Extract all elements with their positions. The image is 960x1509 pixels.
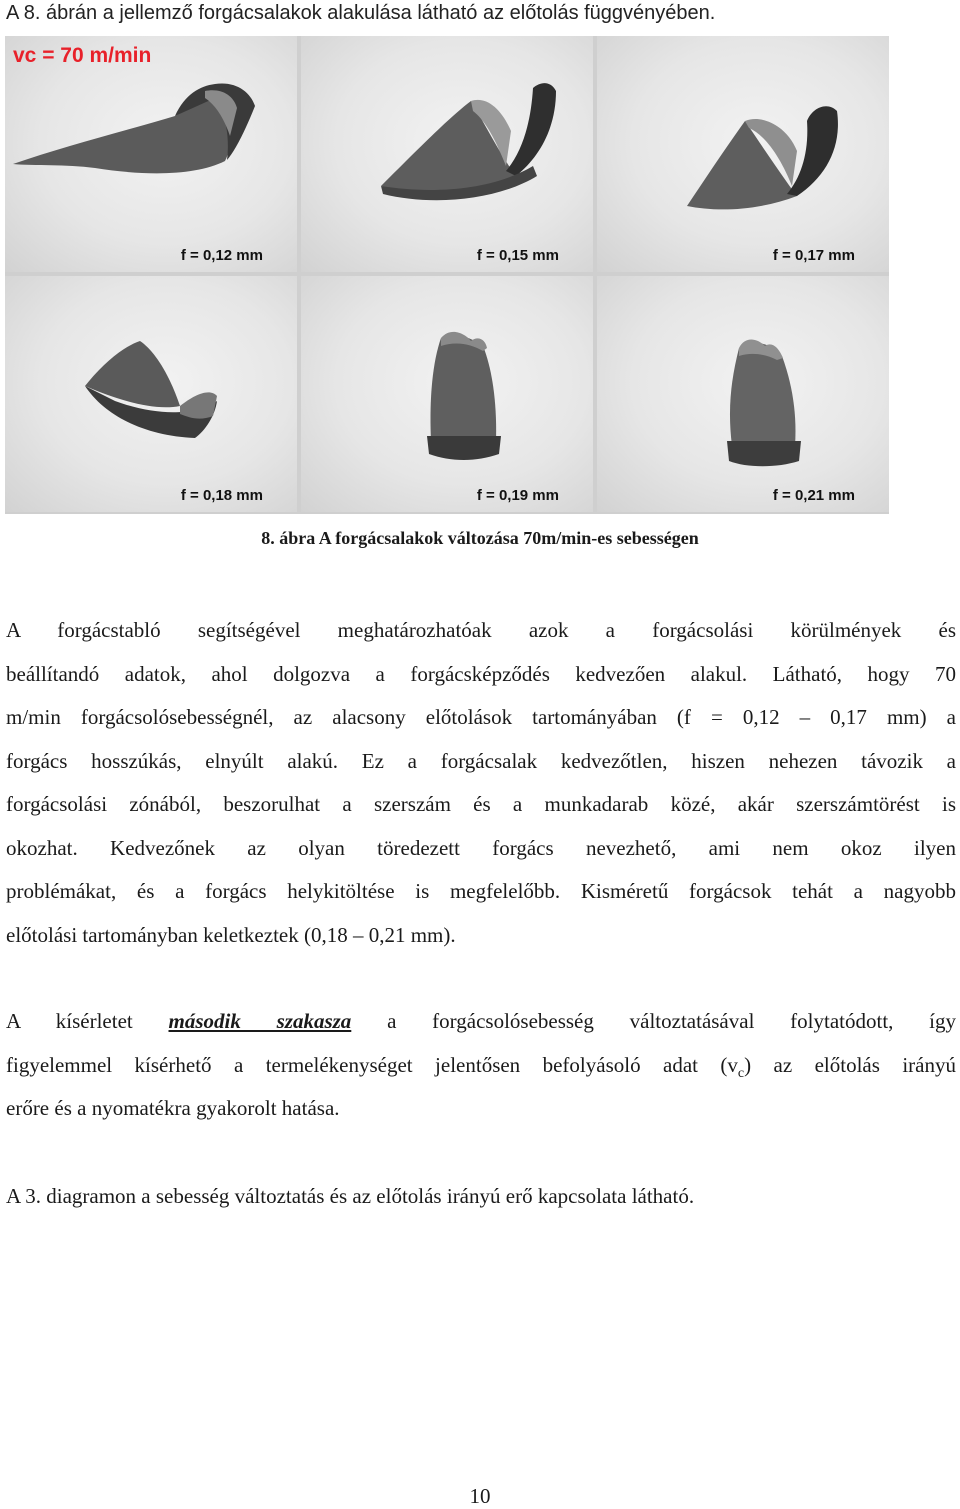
paragraph-1-line: problémákat, és a forgács helykitöltése is megfelelőbb. Kisméretű forgácsok tehát a nagyobb xyxy=(6,879,956,903)
paragraph-1-line: beállítandó adatok, ahol dolgozva a forgácsképződés kedvezően alakul. Látható, hogy 70 xyxy=(6,661,956,686)
paragraph-1-line: előtolási tartományban keletkeztek (0,18 – 0,21 mm). xyxy=(6,922,456,947)
subscript-c: c xyxy=(737,1065,745,1081)
paragraph-1-line: m/min forgácsolósebességnél, az alacsony előtolások tartományában (f = 0,12 – 0,17 mm) a xyxy=(6,705,956,729)
paragraph-1-line: forgács hosszúkás, elnyúlt alakú. Ez a forgácsalak kedvezőtlen, hiszen nehezen távozik a xyxy=(6,748,956,773)
chip-shape-figure xyxy=(5,36,889,514)
chip-photo-1 xyxy=(5,36,297,272)
paragraph-1-line: okozhat. Kedvezőnek az olyan töredezett forgács nevezhető, ami nem okoz ilyen xyxy=(6,835,956,860)
paragraph-2-text: A kísérletet xyxy=(6,1009,133,1033)
paragraph-2-line-2 xyxy=(6,1044,956,1088)
paragraph-2-text: ) az előtolás irányú xyxy=(744,1052,956,1077)
chip-panel-1 xyxy=(5,36,297,272)
chip-panel-4 xyxy=(5,276,297,512)
paragraph-1 xyxy=(6,609,956,957)
intro-text: A 8. ábrán a jellemző forgácsalakok alakulása látható az előtolás függvényében. xyxy=(6,2,716,24)
chip-panel-6 xyxy=(597,276,889,512)
chip-photo-6 xyxy=(597,276,889,512)
paragraph-2-line-3: erőre és a nyomatékra gyakorolt hatása. xyxy=(6,1096,340,1120)
paragraph-2-text: figyelemmel kísérhető a termelékenységet jelentősen befolyásoló adat (v xyxy=(6,1052,738,1077)
chip-panel-5 xyxy=(301,276,593,512)
feed-label-5: f = 0,19 mm xyxy=(476,487,559,504)
chip-photo-2 xyxy=(301,36,593,272)
paragraph-3-line: A 3. diagramon a sebesség változtatás és az előtolás irányú erő kapcsolata látható. xyxy=(6,1184,695,1208)
feed-label-4: f = 0,18 mm xyxy=(180,487,263,504)
chip-panel-2 xyxy=(301,36,593,272)
page-number: 10 xyxy=(469,1484,491,1508)
emphasis-text: második szakasza xyxy=(168,1009,352,1033)
paragraph-2 xyxy=(6,1000,956,1131)
feed-label-6: f = 0,21 mm xyxy=(772,487,855,504)
paragraph-1-line: forgácsolási zónából, beszorulhat a szerszám és a munkadarab közé, akár szerszámtörést is xyxy=(6,792,956,816)
cutting-speed-label: vc = 70 m/min xyxy=(13,44,152,67)
paragraph-2-text: a forgácsolósebesség változtatásával folytatódott, így xyxy=(387,1009,956,1033)
feed-label-3: f = 0,17 mm xyxy=(772,247,855,264)
paragraph-3 xyxy=(6,1175,956,1219)
figure-caption: 8. ábra A forgácsalakok változása 70m/min-es sebességen xyxy=(261,528,699,548)
chip-panel-3 xyxy=(597,36,889,272)
feed-label-2: f = 0,15 mm xyxy=(476,247,559,264)
chip-photo-5 xyxy=(301,276,593,512)
chip-photo-3 xyxy=(597,36,889,272)
feed-label-1: f = 0,12 mm xyxy=(180,247,263,264)
chip-photo-4 xyxy=(5,276,297,512)
paragraph-1-line: A forgácstabló segítségével meghatározhatóak azok a forgácsolási körülmények és xyxy=(6,618,956,642)
paragraph-2-line-1 xyxy=(6,1000,956,1044)
